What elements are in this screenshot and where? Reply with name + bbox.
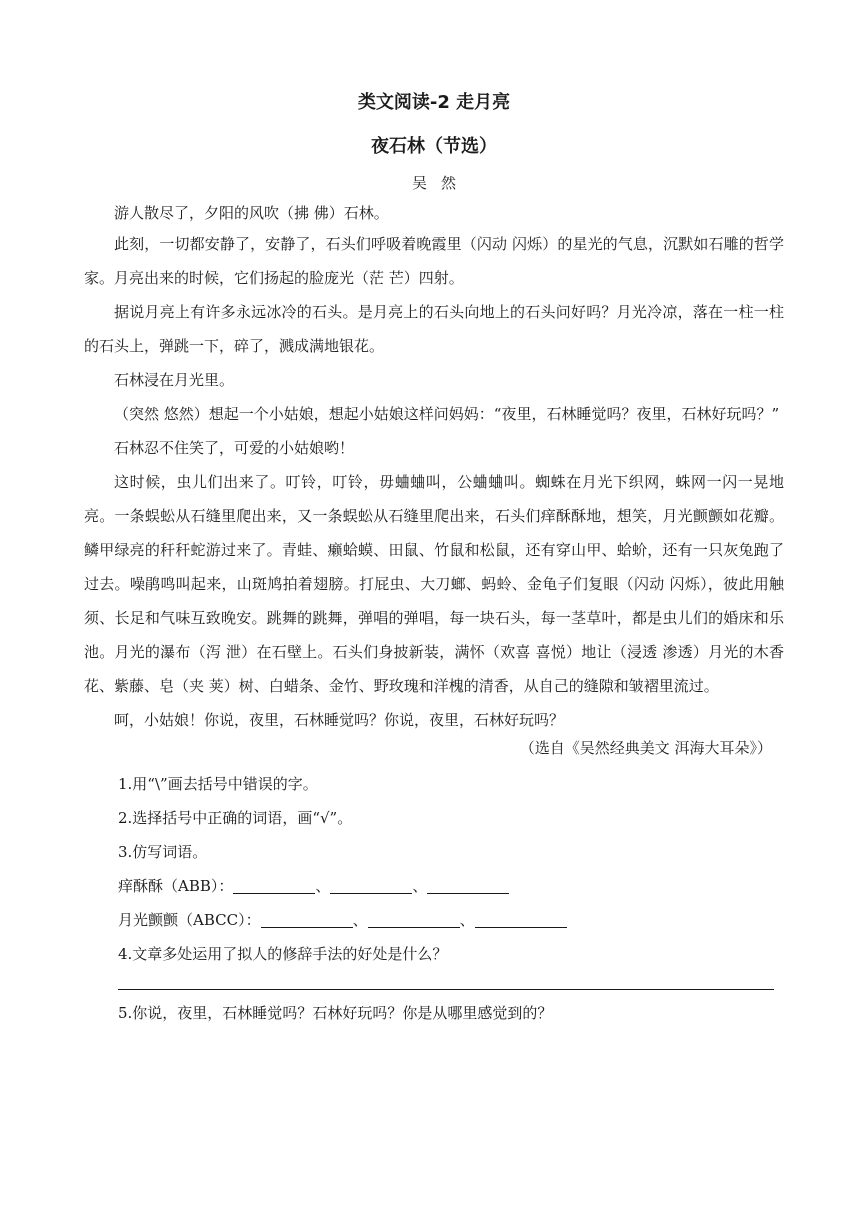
author-name: 吴然 [411,174,470,192]
answer-blank[interactable] [330,875,412,894]
answer-blank[interactable] [261,909,353,928]
questions-section [84,767,784,1030]
question-3a-label: 痒酥酥（ABB）： [118,877,234,895]
passage-paragraph: 石林忍不住笑了，可爱的小姑娘哟！ [114,439,355,457]
answer-blank[interactable] [368,909,460,928]
blank-separator: 、 [412,877,428,895]
worksheet-page [84,88,784,1030]
blank-separator: 、 [315,877,331,895]
passage-paragraph: 游人散尽了，夕阳的风吹（拂 佛）石林。 [114,204,389,222]
source-citation: （选自《吴然经典美文 洱海大耳朵》） [519,739,772,757]
question-3b-row [84,903,784,937]
question-4: 4.文章多处运用了拟人的修辞手法的好处是什么？ [118,945,448,963]
question-1: 1.用“\”画去括号中错误的字。 [118,775,318,793]
passage-paragraph: 据说月亮上有许多永远冰冷的石头。是月亮上的石头向地上的石头问好吗？月光冷凉，落在一柱一柱的石头上，弹跳一下，碎了，溅成满地银花。 [84,303,784,355]
answer-line[interactable] [118,989,774,990]
answer-blank[interactable] [233,875,315,894]
passage-paragraph: 呵，小姑娘！你说，夜里，石林睡觉吗？你说，夜里，石林好玩吗？ [114,711,565,729]
blank-separator: 、 [459,911,475,929]
answer-blank[interactable] [427,875,509,894]
question-3a-row [84,869,784,903]
question-2: 2.选择括号中正确的词语，画“√”。 [118,809,353,827]
question-3b-label: 月光颤颤（ABCC）： [118,911,261,929]
passage-title: 夜石林（节选） [371,136,497,157]
blank-separator: 、 [352,911,368,929]
question-3: 3.仿写词语。 [118,843,208,861]
document-title: 类文阅读-2 走月亮 [357,92,511,113]
passage-paragraph: 此刻，一切都安静了，安静了，石头们呼吸着晚霞里（闪动 闪烁）的星光的气息，沉默如石雕的哲学家。月亮出来的时候，它们扬起的脸庞光（茫 芒）四射。 [84,235,784,287]
passage-body [84,199,784,737]
question-5: 5.你说，夜里，石林睡觉吗？石林好玩吗？你是从哪里感觉到的？ [118,1004,553,1022]
passage-paragraph: 石林浸在月光里。 [114,371,235,389]
answer-blank[interactable] [475,909,567,928]
passage-paragraph: 这时候，虫儿们出来了。叮铃，叮铃，毋蛐蛐叫，公蛐蛐叫。蜘蛛在月光下织网，蛛网一闪一晃地亮。一条蜈蚣从石缝里爬出来，又一条蜈蚣从石缝里爬出来，石头们痒酥酥地，想笑，月光颤颤如花瓣。鳞甲绿亮的秆秆蛇游过来了。青蛙、癞蛤蟆、田鼠、竹鼠和松鼠，还有穿山甲、蛤蚧，还有一只灰兔跑了过去。噪鹃鸣叫起来，山斑鸠拍着翅膀。打屁虫、大刀螂、蚂蛉、金龟子们复眼（闪动 闪烁），彼此用触须、长足和气味互致晚安。跳舞的跳舞，弹唱的弹唱，每一块石头，每一茎草叶，都是虫儿们的婚床和乐池。月光的瀑布（泻 泄）在石壁上。石头们身披新装，满怀（欢喜 喜悦）地让（浸透 渗透）月光的木香花、紫藤、皂（夹 荚）树、白蜡条、金竹、野玫瑰和洋槐的清香，从自己的缝隙和皱褶里流过。 [84,473,784,695]
passage-paragraph: （突然 悠然）想起一个小姑娘，想起小姑娘这样问妈妈：“夜里，石林睡觉吗？夜里，石林好玩吗？” [114,405,780,423]
